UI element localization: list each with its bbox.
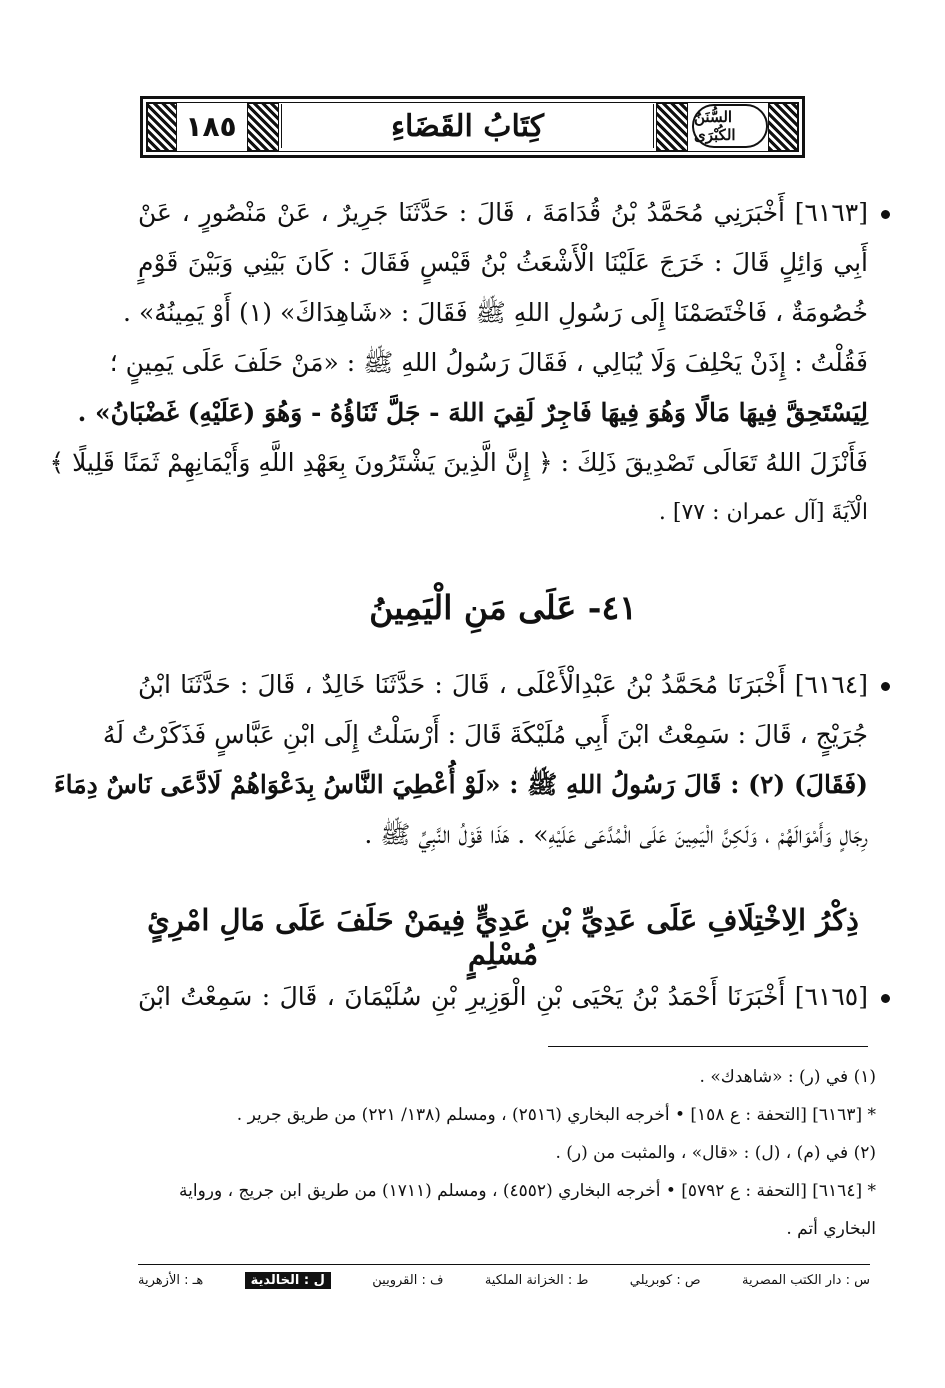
hadith-6165 <box>138 972 868 1022</box>
hadith-line: الْآيَةَ [آل عمران : ٧٧] . <box>658 500 868 525</box>
source-item-highlighted: ل : الخالدية <box>245 1272 331 1289</box>
hadith-6163 <box>49 188 868 538</box>
ornament-right-outer <box>768 103 798 151</box>
hadith-line: جُرَيْجٍ ، قَالَ : سَمِعْتُ ابْنَ أَبِي مُلَيْكَةَ قَالَ : أَرْسَلْتُ إِلَى ابْنِ عَبَّاسٍ فَذَكَرْتُ لَهُ <box>102 720 868 749</box>
hadith-line: فَأَنْزَلَ اللهُ تَعَالَى تَصْدِيقَ ذَلِكَ : ﴿ إِنَّ الَّذِينَ يَشْتَرُونَ بِعَهْدِ اللَّهِ وَأَيْمَانِهِمْ ثَمَنًا قَلِيلًا ﴾ <box>49 448 868 477</box>
source-item: ط : الخزانة الملكية <box>484 1272 589 1288</box>
series-logo-text: السُّنَنُ الكُبْرَى <box>694 108 736 144</box>
sources-rule <box>138 1264 870 1265</box>
footnote: * [٦١٦٤] [التحفة : ع ٥٧٩٢] • أخرجه البخاري (٤٥٥٢) ، ومسلم (١٧١١) من طريق ابن جريج ، ورواية البخاري أتم . <box>179 1181 876 1239</box>
hadith-line: فَقُلْتُ : إِذَنْ يَحْلِفَ وَلَا يُبَالِي ، فَقَالَ رَسُولُ اللهِ ﷺ : «مَنْ حَلَفَ عَلَى يَمِينٍ ؛ <box>109 348 868 377</box>
bullet-icon <box>881 682 890 691</box>
footnote: (١) في (ر) : «شاهدك» . <box>699 1067 876 1087</box>
hadith-line: [٦١٦٤] أَخْبَرَنَا مُحَمَّدُ بْنُ عَبْدِالْأَعْلَى ، قَالَ : حَدَّثَنَا خَالِدٌ ، قَالَ : حَدَّثَنَا ابْنُ <box>138 670 868 699</box>
hadith-line: رِجَالٍ وَأَمْوَالَهُمْ ، وَلَكِنَّ الْيَمِينَ عَلَى الْمُدَّعَى عَلَيْهِ» . هَذَا قَوْلُ النَّبِيِّ ﷺ . <box>364 820 868 849</box>
series-logo <box>692 104 768 148</box>
source-item: س : دار الكتب المصرية <box>741 1272 870 1288</box>
source-item: ف : القرويين <box>372 1272 444 1288</box>
ornament-right-inner <box>656 103 688 151</box>
ornament-left-inner <box>247 103 279 151</box>
ornament-left-outer <box>147 103 177 151</box>
footnote: * [٦١٦٣] [التحفة : ع ١٥٨] • أخرجه البخاري (٢٥١٦) ، ومسلم (١٣٨/ ٢٢١) من طريق جرير . <box>236 1105 876 1125</box>
footnotes <box>138 1058 876 1248</box>
footnote-rule <box>548 1046 868 1047</box>
footnote: (٢) في (م) ، (ل) : «قال» ، والمثبت من (ر) . <box>555 1143 876 1163</box>
source-item: هـ : الأزهرية <box>138 1272 204 1288</box>
page-number: ١٨٥ <box>185 109 237 143</box>
bullet-icon <box>881 994 890 1003</box>
source-item: ص : كوبريلي <box>629 1272 701 1288</box>
page-number-box <box>177 104 245 148</box>
title-box <box>281 104 654 148</box>
hadith-6164 <box>53 660 868 860</box>
section-subtitle: ذِكْرُ الِاخْتِلَافِ عَلَى عَدِيِّ بْنِ عَدِيٍّ فِيمَنْ حَلَفَ عَلَى مَالِ امْرِئٍ مُسْلِمٍ <box>147 903 859 971</box>
page-header <box>140 96 805 158</box>
hadith-line: أَبِي وَائِلٍ قَالَ : خَرَجَ عَلَيْنَا الْأَشْعَثُ بْنُ قَيْسٍ فَقَالَ : كَانَ بَيْنِي وَبَيْنَ قَوْمٍ <box>138 248 868 277</box>
chapter-title: ٤١- عَلَى مَنِ الْيَمِينُ <box>369 588 637 627</box>
hadith-line: لِيَسْتَحِقَّ فِيهَا مَالًا وَهُوَ فِيهَا فَاجِرٌ لَقِيَ اللهَ - جَلَّ ثَنَاؤُهُ - وَهُوَ (عَلَيْهِ) غَضْبَانُ» . <box>77 398 868 427</box>
manuscript-sources <box>138 1266 870 1294</box>
hadith-line: [٦١٦٣] أَخْبَرَنِي مُحَمَّدُ بْنُ قُدَامَةَ ، قَالَ : حَدَّثَنَا جَرِيرٌ ، عَنْ مَنْصُورٍ ، عَنْ <box>138 198 868 227</box>
bullet-icon <box>881 210 890 219</box>
hadith-line: [٦١٦٥] أَخْبَرَنَا أَحْمَدُ بْنُ يَحْيَى بْنِ الْوَزِيرِ بْنِ سُلَيْمَانَ ، قَالَ : سَمِعْتُ ابْنَ <box>138 982 868 1011</box>
book-title: كِتَابُ القَضَاءِ <box>390 108 545 144</box>
hadith-line: (فَقَالَ) (٢) : قَالَ رَسُولُ اللهِ ﷺ : «لَوْ أُعْطِيَ النَّاسُ بِدَعْوَاهُمْ لَادَّعَى نَاسٌ دِمَاءَ <box>53 770 868 799</box>
hadith-line: خُصُومَةٌ ، فَاخْتَصَمْنَا إِلَى رَسُولِ اللهِ ﷺ فَقَالَ : «شَاهِدَاكَ» (١) أَوْ يَمِينُهُ» . <box>123 298 868 327</box>
